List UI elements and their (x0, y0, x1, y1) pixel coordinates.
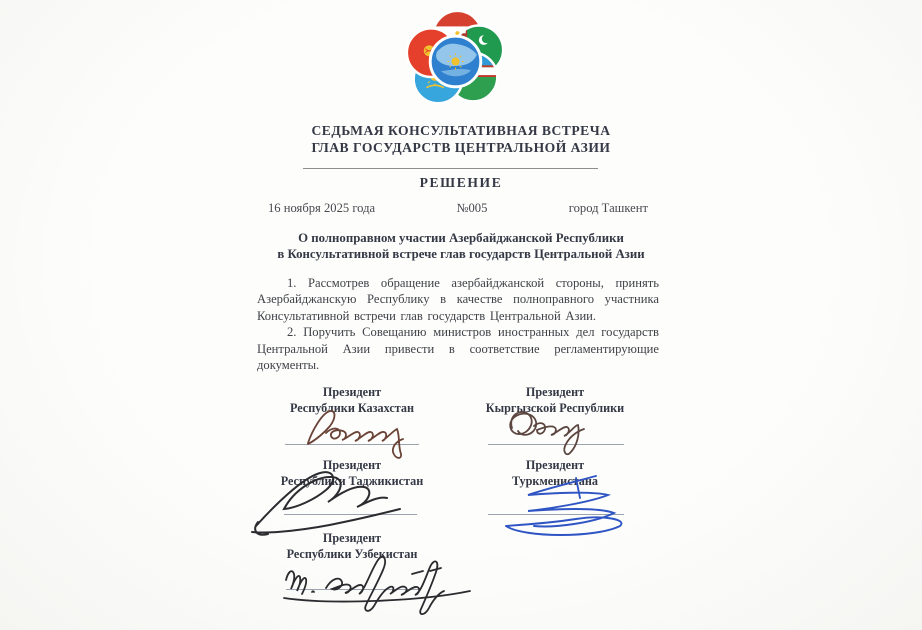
signatory-title: Президент (525, 385, 585, 399)
signatory-country: Кыргызской Республики (485, 400, 625, 415)
document-title-line2: ГЛАВ ГОСУДАРСТВ ЦЕНТРАЛЬНОЙ АЗИИ (311, 140, 611, 155)
signature-uzbekistan (272, 548, 482, 620)
document-title-line1: СЕДЬМАЯ КОНСУЛЬТАТИВНАЯ ВСТРЕЧА (311, 123, 611, 138)
globe-icon (430, 36, 481, 87)
subject-line2: в Консультативной встрече глав государств Центральной Азии (277, 246, 645, 261)
document-body (257, 275, 659, 373)
document-title (0, 122, 922, 156)
document-meta-row (268, 201, 648, 216)
signatory-country: Республики Таджикистан (280, 473, 424, 488)
signatory-title: Президент (322, 385, 382, 399)
signature-kyrgyzstan (478, 396, 606, 456)
document-number: №005 (456, 201, 488, 215)
signatory-country: Туркменистана (512, 473, 598, 488)
document-date: 16 ноября 2025 года (268, 201, 376, 215)
signatory-country: Республики Узбекистан (286, 546, 418, 561)
subject-line1: О полноправном участии Азербайджанской Республики (298, 231, 624, 245)
signatory-country: Республики Казахстан (289, 400, 415, 415)
body-paragraph-1: 1. Рассмотрев обращение азербайджанской стороны, принять Азербайджанскую Республику в качестве полноправного участника Консультативной встречи глав государств Центральной Азии. (257, 276, 659, 323)
document-city: город Ташкент (568, 201, 648, 215)
signatory-title: Президент (322, 531, 382, 545)
decision-heading: РЕШЕНИЕ (419, 175, 503, 190)
signature-kazakhstan (296, 401, 434, 456)
signatory-title: Президент (322, 458, 382, 472)
signature-turkmenistan (480, 468, 645, 540)
title-divider (303, 168, 598, 169)
central-asia-summit-emblem (402, 7, 509, 114)
signatory-title: Президент (525, 458, 585, 472)
body-paragraph-2: 2. Поручить Совещанию министров иностранных дел государств Центральной Азии привести в соответствие регламентирующие документы. (257, 325, 659, 373)
document-subject (0, 231, 922, 262)
signature-tajikistan (246, 460, 421, 536)
